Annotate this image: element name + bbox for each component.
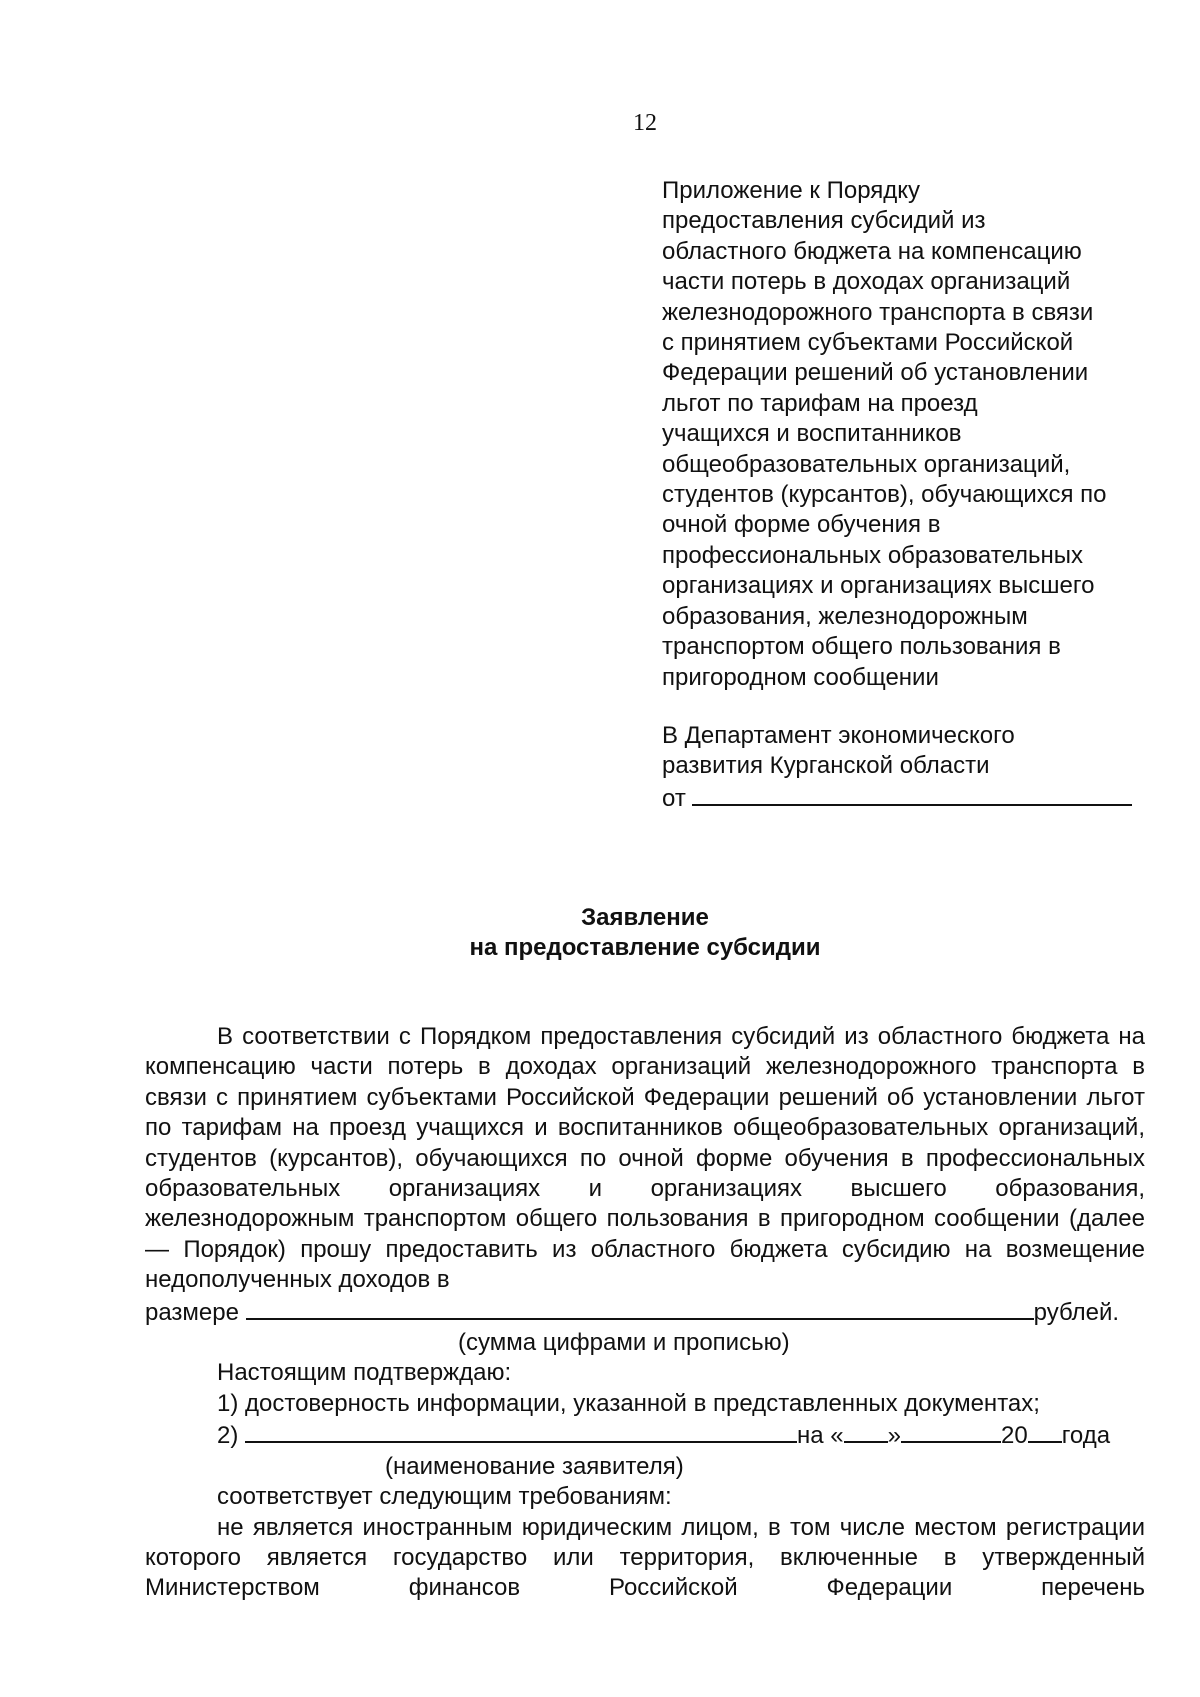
addressee-department: В Департамент экономического <box>662 722 1015 749</box>
amount-unit: рублей. <box>1033 1298 1120 1326</box>
appendix-line: областного бюджета на компенсацию <box>662 237 1082 265</box>
confirm-item-2-row <box>145 1419 1145 1451</box>
applicant-name-blank-field[interactable] <box>245 1419 797 1443</box>
year-prefix: 20 <box>1001 1422 1028 1450</box>
year-blank-field[interactable] <box>1028 1419 1062 1443</box>
amount-label: размере <box>145 1298 239 1326</box>
application-body <box>145 1022 1145 1604</box>
from-blank-field[interactable] <box>692 782 1132 806</box>
document-title <box>0 903 1200 964</box>
month-blank-field[interactable] <box>901 1419 1001 1443</box>
appendix-line: пригородном сообщении <box>662 663 939 691</box>
appendix-line: образования, железнодорожным <box>662 602 1028 630</box>
appendix-line: общеобразовательных организаций, <box>662 450 1071 478</box>
appendix-line: учащихся и воспитанников <box>662 420 962 448</box>
confirm-intro: Настоящим подтверждаю: <box>217 1359 512 1387</box>
appendix-line: Приложение к Порядку <box>662 177 921 204</box>
title-line-1: Заявление <box>581 904 709 931</box>
year-suffix: года <box>1061 1422 1111 1450</box>
amount-caption: (сумма цифрами и прописью) <box>458 1329 790 1357</box>
amount-row <box>145 1296 1145 1328</box>
appendix-line: очной форме обучения в <box>662 511 941 539</box>
appendix-line: льгот по тарифам на проезд <box>662 389 978 417</box>
appendix-line: части потерь в доходах организаций <box>662 268 1071 296</box>
addressee-region: развития Курганской области <box>662 752 990 780</box>
appendix-line: организациях и организациях высшего <box>662 572 1095 600</box>
from-label: от <box>662 784 686 812</box>
appendix-line: студентов (курсантов), обучающихся по <box>662 481 1107 509</box>
date-on-label: на « <box>797 1422 844 1450</box>
requirements-intro: соответствует следующим требованиям: <box>217 1483 672 1511</box>
applicant-caption: (наименование заявителя) <box>385 1452 684 1480</box>
appendix-line: профессиональных образовательных <box>662 541 1084 569</box>
appendix-line: Федерации решений об установлении <box>662 359 1089 387</box>
appendix-line: железнодорожного транспорта в связи <box>662 298 1094 326</box>
appendix-line: предоставления субсидий из <box>662 207 986 235</box>
date-close-quote: » <box>887 1422 901 1450</box>
requirement-1: не является иностранным юридическим лицом, в том числе местом регистрации которого является государство или территория, включенные в утвержденный Министерством финансов Российской Федерации перечень <box>145 1513 1145 1602</box>
amount-blank-field[interactable] <box>246 1296 1034 1320</box>
request-paragraph: В соответствии с Порядком предоставления субсидий из областного бюджета на компенсацию части потерь в доходах организаций железнодорожного транспорта в связи с принятием субъектами Российской Федерации решений об установлении льгот по тарифам на проезд учащихся и воспитанников общеобразовательных организаций, студентов (курсантов), обучающихся по очной форме обучения в профессиональных образовательных организациях и организациях высшего образования, железнодорожным транспортом общего пользования в пригородном сообщении (далее — Порядок) прошу предоставить из областного бюджета субсидию на возмещение недополученных доходов в <box>145 1023 1145 1294</box>
item-2-number: 2) <box>217 1422 239 1450</box>
page-number: 12 <box>633 110 657 136</box>
title-line-2: на предоставление субсидии <box>469 934 821 962</box>
day-blank-field[interactable] <box>844 1419 888 1443</box>
addressee-from-row <box>662 782 1162 814</box>
confirm-item-1: 1) достоверность информации, указанной в представленных документах; <box>217 1389 1040 1417</box>
appendix-line: транспортом общего пользования в <box>662 633 1061 661</box>
addressee-block <box>662 721 1162 814</box>
appendix-line: с принятием субъектами Российской <box>662 329 1074 357</box>
appendix-note <box>662 176 1162 693</box>
